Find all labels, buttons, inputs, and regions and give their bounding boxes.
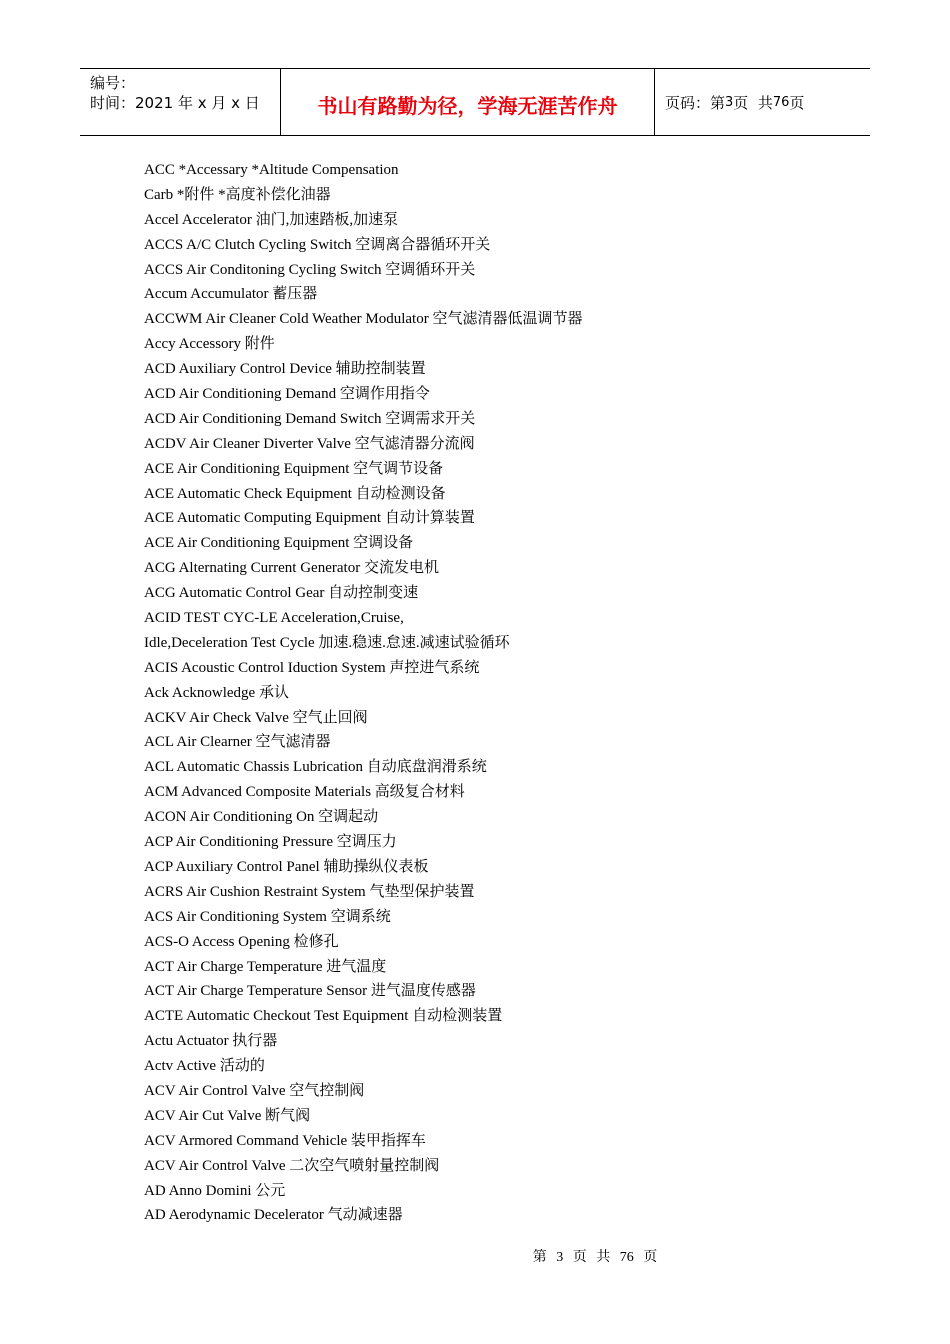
glossary-list xyxy=(144,158,844,1228)
page-current: 3 xyxy=(725,94,734,110)
glossary-entry: Accum Accumulator 蓄压器 xyxy=(144,286,318,303)
footer-prefix: 第 xyxy=(532,1250,547,1265)
glossary-entry: Idle,Deceleration Test Cycle 加速.稳速.怠速.减速试验循环 xyxy=(144,634,510,651)
header-page-indicator xyxy=(655,69,870,135)
glossary-entry: ACCS A/C Clutch Cycling Switch 空调离合器循环开关 xyxy=(144,236,491,253)
footer-suffix: 页 xyxy=(643,1250,658,1265)
glossary-entry: AD Anno Domini 公元 xyxy=(144,1182,286,1199)
glossary-entry: ACP Auxiliary Control Panel 辅助操纵仪表板 xyxy=(144,858,429,875)
glossary-entry: ACD Air Conditioning Demand Switch 空调需求开关 xyxy=(144,410,476,427)
glossary-entry: ACV Air Control Valve 二次空气喷射量控制阀 xyxy=(144,1157,440,1174)
glossary-entry: ACE Automatic Check Equipment 自动检测设备 xyxy=(144,485,446,502)
footer-mid2: 共 xyxy=(596,1250,611,1265)
glossary-entry: ACV Armored Command Vehicle 装甲指挥车 xyxy=(144,1132,426,1149)
glossary-entry: ACKV Air Check Valve 空气止回阀 xyxy=(144,709,368,726)
glossary-entry: ACG Automatic Control Gear 自动控制变速 xyxy=(144,585,419,602)
page-suffix: 页 xyxy=(789,93,805,112)
page-footer xyxy=(0,1246,950,1266)
document-header xyxy=(80,68,870,136)
glossary-entry: Carb *附件 *高度补偿化油器 xyxy=(144,186,331,203)
glossary-entry: Accy Accessory 附件 xyxy=(144,336,275,353)
glossary-entry: ACL Automatic Chassis Lubrication 自动底盘润滑系统 xyxy=(144,759,487,776)
glossary-entry: ACRS Air Cushion Restraint System 气垫型保护装置 xyxy=(144,883,475,900)
glossary-entry: ACCWM Air Cleaner Cold Weather Modulator 空气滤清器低温调节器 xyxy=(144,311,583,328)
glossary-entry: Actu Actuator 执行器 xyxy=(144,1033,278,1050)
glossary-entry: ACID TEST CYC-LE Acceleration,Cruise, xyxy=(144,610,404,627)
glossary-entry: ACP Air Conditioning Pressure 空调压力 xyxy=(144,834,397,851)
glossary-entry: ACCS Air Conditoning Cycling Switch 空调循环开关 xyxy=(144,261,476,278)
glossary-entry: ACV Air Cut Valve 断气阀 xyxy=(144,1107,311,1124)
glossary-entry: ACS-O Access Opening 检修孔 xyxy=(144,933,339,950)
glossary-entry: ACM Advanced Composite Materials 高级复合材料 xyxy=(144,784,465,801)
glossary-entry: ACE Automatic Computing Equipment 自动计算装置 xyxy=(144,510,475,527)
glossary-entry: Accel Accelerator 油门,加速踏板,加速泵 xyxy=(144,211,399,228)
glossary-entry: Ack Acknowledge 承认 xyxy=(144,684,289,701)
glossary-entry: ACE Air Conditioning Equipment 空气调节设备 xyxy=(144,460,444,477)
glossary-entry: ACIS Acoustic Control Iduction System 声控进气系统 xyxy=(144,659,480,676)
glossary-entry: ACTE Automatic Checkout Test Equipment 自动检测装置 xyxy=(144,1008,503,1025)
time-value: 2021 年 x 月 x 日 xyxy=(135,94,260,112)
glossary-entry: Actv Active 活动的 xyxy=(144,1058,265,1075)
glossary-entry: ACS Air Conditioning System 空调系统 xyxy=(144,908,391,925)
footer-total-pages: 76 xyxy=(619,1250,634,1265)
glossary-entry: ACD Auxiliary Control Device 辅助控制装置 xyxy=(144,361,426,378)
footer-mid1: 页 xyxy=(572,1250,587,1265)
footer-current-page: 3 xyxy=(556,1250,564,1265)
glossary-entry: ACON Air Conditioning On 空调起动 xyxy=(144,809,379,826)
glossary-entry: ACT Air Charge Temperature 进气温度 xyxy=(144,958,387,975)
glossary-entry: ACT Air Charge Temperature Sensor 进气温度传感器 xyxy=(144,983,476,1000)
header-meta-cell xyxy=(80,69,281,135)
glossary-entry: ACL Air Clearner 空气滤清器 xyxy=(144,734,331,751)
page-prefix: 页码：第 xyxy=(665,93,726,112)
glossary-entry: ACD Air Conditioning Demand 空调作用指令 xyxy=(144,386,430,403)
glossary-entry: AD Aerodynamic Decelerator 气动减速器 xyxy=(144,1207,403,1224)
header-motto: 书山有路勤为径，学海无涯苦作舟 xyxy=(281,69,655,135)
glossary-entry: ACV Air Control Valve 空气控制阀 xyxy=(144,1082,365,1099)
glossary-entry: ACG Alternating Current Generator 交流发电机 xyxy=(144,560,439,577)
page-total: 76 xyxy=(772,94,790,110)
glossary-entry: ACE Air Conditioning Equipment 空调设备 xyxy=(144,535,414,552)
glossary-entry: ACDV Air Cleaner Diverter Valve 空气滤清器分流阀 xyxy=(144,435,475,452)
date-line xyxy=(90,93,280,113)
time-label: 时间： xyxy=(90,94,136,112)
glossary-entry: ACC *Accessary *Altitude Compensation xyxy=(144,162,399,178)
page-mid: 页 共 xyxy=(733,93,773,112)
serial-number-label: 编号： xyxy=(90,74,136,92)
